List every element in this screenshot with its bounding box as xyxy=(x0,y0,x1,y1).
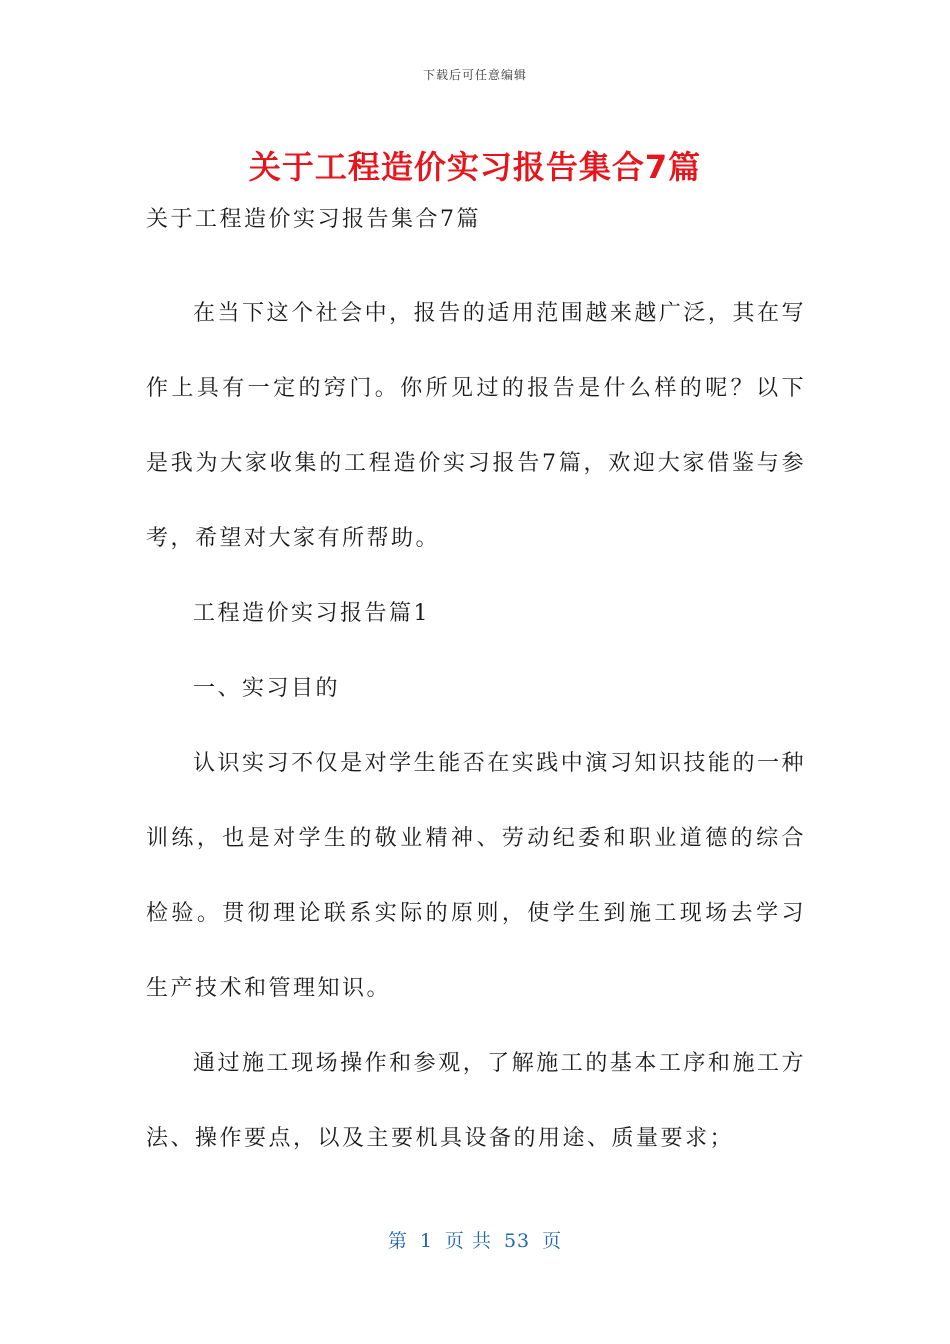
section-heading: 工程造价实习报告篇1 xyxy=(193,601,430,626)
page-label-prefix: 第 xyxy=(387,1230,408,1252)
document-title: 关于工程造价实习报告集合7篇 xyxy=(248,148,702,186)
document-subtitle: 关于工程造价实习报告集合7篇 xyxy=(146,207,481,232)
page-label-suffix: 页 xyxy=(542,1230,563,1252)
subsection-heading: 一、实习目的 xyxy=(193,676,341,701)
current-page-number: 1 xyxy=(419,1230,433,1252)
paragraph-purpose: 认识实习不仅是对学生能否在实践中演习知识技能的一种训练，也是对学生的敬业精神、劳动纪委和职业道德的综合检验。贯彻理论联系实际的原则，使学生到施工现场去学习生产技术和管理知识。 xyxy=(146,751,806,1001)
paragraph-intro: 在当下这个社会中，报告的适用范围越来越广泛，其在写作上具有一定的窍门。你所见过的报告是什么样的呢？以下是我为大家收集的工程造价实习报告7篇，欢迎大家借鉴与参考，希望对大家有所帮助。 xyxy=(146,301,806,551)
total-pages-number: 53 xyxy=(503,1230,531,1252)
document-body xyxy=(146,200,806,1176)
header-note: 下载后可任意编辑 xyxy=(422,68,527,82)
paragraph-practice: 通过施工现场操作和参观，了解施工的基本工序和施工方法、操作要点，以及主要机具设备的用途、质量要求； xyxy=(146,1051,806,1151)
page-footer xyxy=(0,1226,950,1253)
page-label-mid: 页 共 xyxy=(444,1230,492,1252)
